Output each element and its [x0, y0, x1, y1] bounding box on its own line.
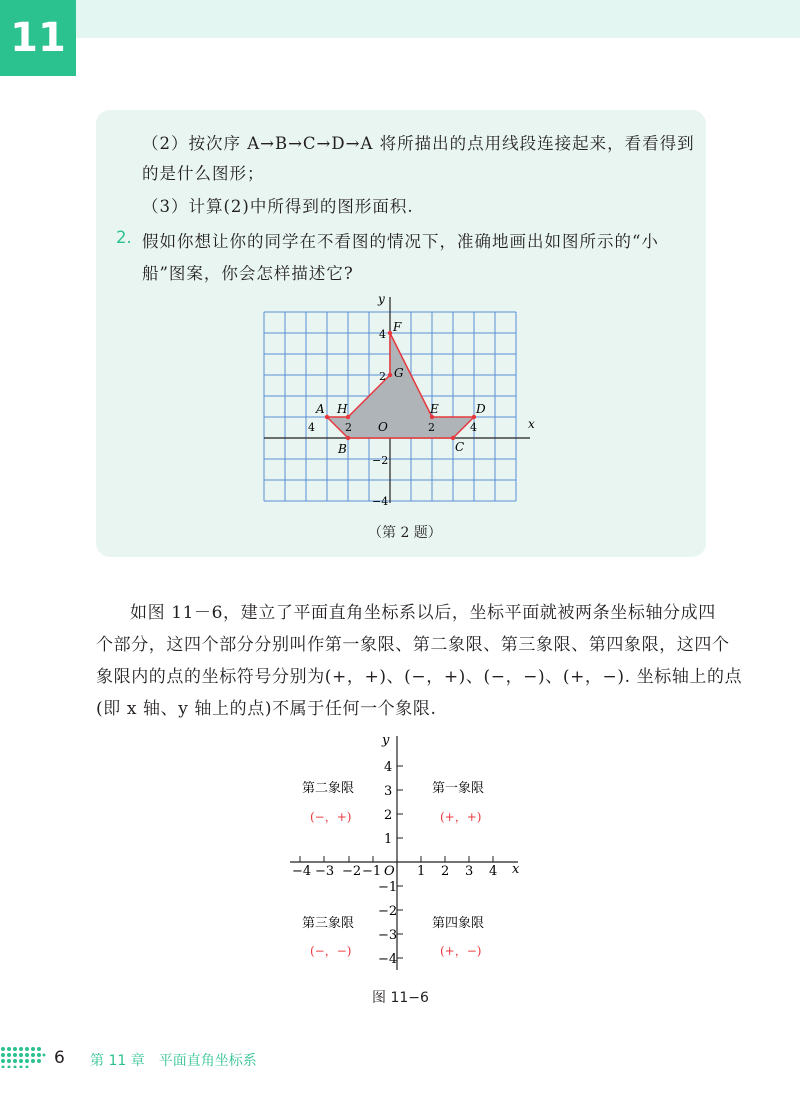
quadrant-x-tick: 2 — [441, 864, 450, 879]
quadrant-y-tick: 3 — [384, 784, 393, 799]
boat-tick-y-neg2: −2 — [372, 454, 389, 467]
boat-tick-x-2: 2 — [428, 421, 435, 434]
boat-point-H: H — [337, 402, 348, 416]
quadrant-x-tick: −1 — [362, 864, 382, 879]
boat-point-F: F — [393, 320, 402, 334]
boat-tick-y-neg4: −4 — [372, 495, 389, 508]
chapter-number-tab: 11 — [0, 0, 76, 76]
quadrant-origin-label: O — [384, 864, 395, 879]
quadrant-figure — [280, 730, 530, 975]
boat-point-B: B — [338, 442, 347, 456]
quadrant-x-tick: −4 — [292, 864, 312, 879]
boat-axis-x-label: x — [528, 417, 535, 431]
quadrant-y-tick: −1 — [378, 880, 398, 895]
body-paragraph-line-4: (即 x 轴、y 轴上的点)不属于任何一个象限. — [96, 699, 437, 719]
question-2-line-2: 船”图案，你会怎样描述它? — [142, 264, 354, 283]
boat-tick-x-4: 4 — [470, 421, 477, 434]
quadrant-3-sign: (−，−) — [310, 944, 352, 958]
quadrant-3-label: 第三象限 — [302, 916, 355, 931]
quadrant-y-tick: 1 — [384, 832, 393, 847]
boat-point-C: C — [455, 440, 465, 454]
body-paragraph-line-1: 如图 11－6，建立了平面直角坐标系以后，坐标平面就被两条坐标轴分成四 — [130, 603, 716, 623]
boat-graph — [250, 285, 550, 515]
quadrant-4-label: 第四象限 — [432, 916, 485, 931]
figure-11-6-caption: 图 11−6 — [372, 990, 429, 1006]
quadrant-x-tick: 3 — [465, 864, 474, 879]
quadrant-x-tick: −3 — [315, 864, 335, 879]
quadrant-4-sign: (+，−) — [440, 944, 482, 958]
boat-point-G: G — [394, 366, 404, 380]
quadrant-y-tick: 4 — [384, 760, 393, 775]
quadrant-axis-x-label: x — [512, 862, 520, 877]
boat-point-A: A — [316, 402, 325, 416]
exercise-line-2: 的是什么图形； — [142, 164, 265, 183]
question-2-number: 2. — [116, 228, 132, 247]
quadrant-x-tick: −2 — [342, 864, 362, 879]
boat-point-D: D — [476, 402, 486, 416]
boat-tick-y-4: 4 — [379, 328, 386, 341]
exercise-line-1: （2）按次序 A→B→C→D→A 将所描出的点用线段连接起来，看看得到 — [142, 134, 695, 153]
footer-chapter-title: 第 11 章 平面直角坐标系 — [90, 1053, 257, 1069]
question-2-line-1: 假如你想让你的同学在不看图的情况下，准确地画出如图所示的“小 — [142, 232, 659, 251]
top-header-band — [0, 0, 800, 38]
boat-axis-y-label: y — [378, 292, 385, 306]
quadrant-2-label: 第二象限 — [302, 781, 355, 796]
quadrant-x-tick: 4 — [489, 864, 498, 879]
boat-tick-x-neg4: 4 — [308, 421, 315, 434]
boat-origin-label: O — [378, 420, 388, 434]
quadrant-y-tick: −3 — [378, 928, 398, 943]
exercise-figure-caption: （第 2 题） — [368, 525, 442, 541]
quadrant-axis-y-label: y — [382, 733, 390, 748]
quadrant-1-label: 第一象限 — [432, 781, 485, 796]
quadrant-y-tick: 2 — [384, 808, 393, 823]
boat-point-E: E — [430, 402, 439, 416]
boat-tick-x-neg2: 2 — [345, 421, 352, 434]
quadrant-2-sign: (−，+) — [310, 810, 352, 824]
body-paragraph-line-3: 象限内的点的坐标符号分别为(+，+)、(−，+)、(−，−)、(+，−). 坐标轴上的点 — [96, 667, 743, 687]
body-paragraph-line-2: 个部分，这四个部分分别叫作第一象限、第二象限、第三象限、第四象限，这四个 — [96, 635, 730, 655]
quadrant-y-tick: −2 — [378, 904, 398, 919]
quadrant-1-sign: (+，+) — [440, 810, 482, 824]
page-number: 6 — [54, 1048, 65, 1068]
exercise-line-3: （3）计算(2)中所得到的图形面积. — [142, 197, 414, 216]
quadrant-x-tick: 1 — [417, 864, 426, 879]
quadrant-y-tick: −4 — [378, 952, 398, 967]
boat-tick-y-2: 2 — [379, 370, 386, 383]
footer-dots-decoration — [0, 1046, 46, 1068]
